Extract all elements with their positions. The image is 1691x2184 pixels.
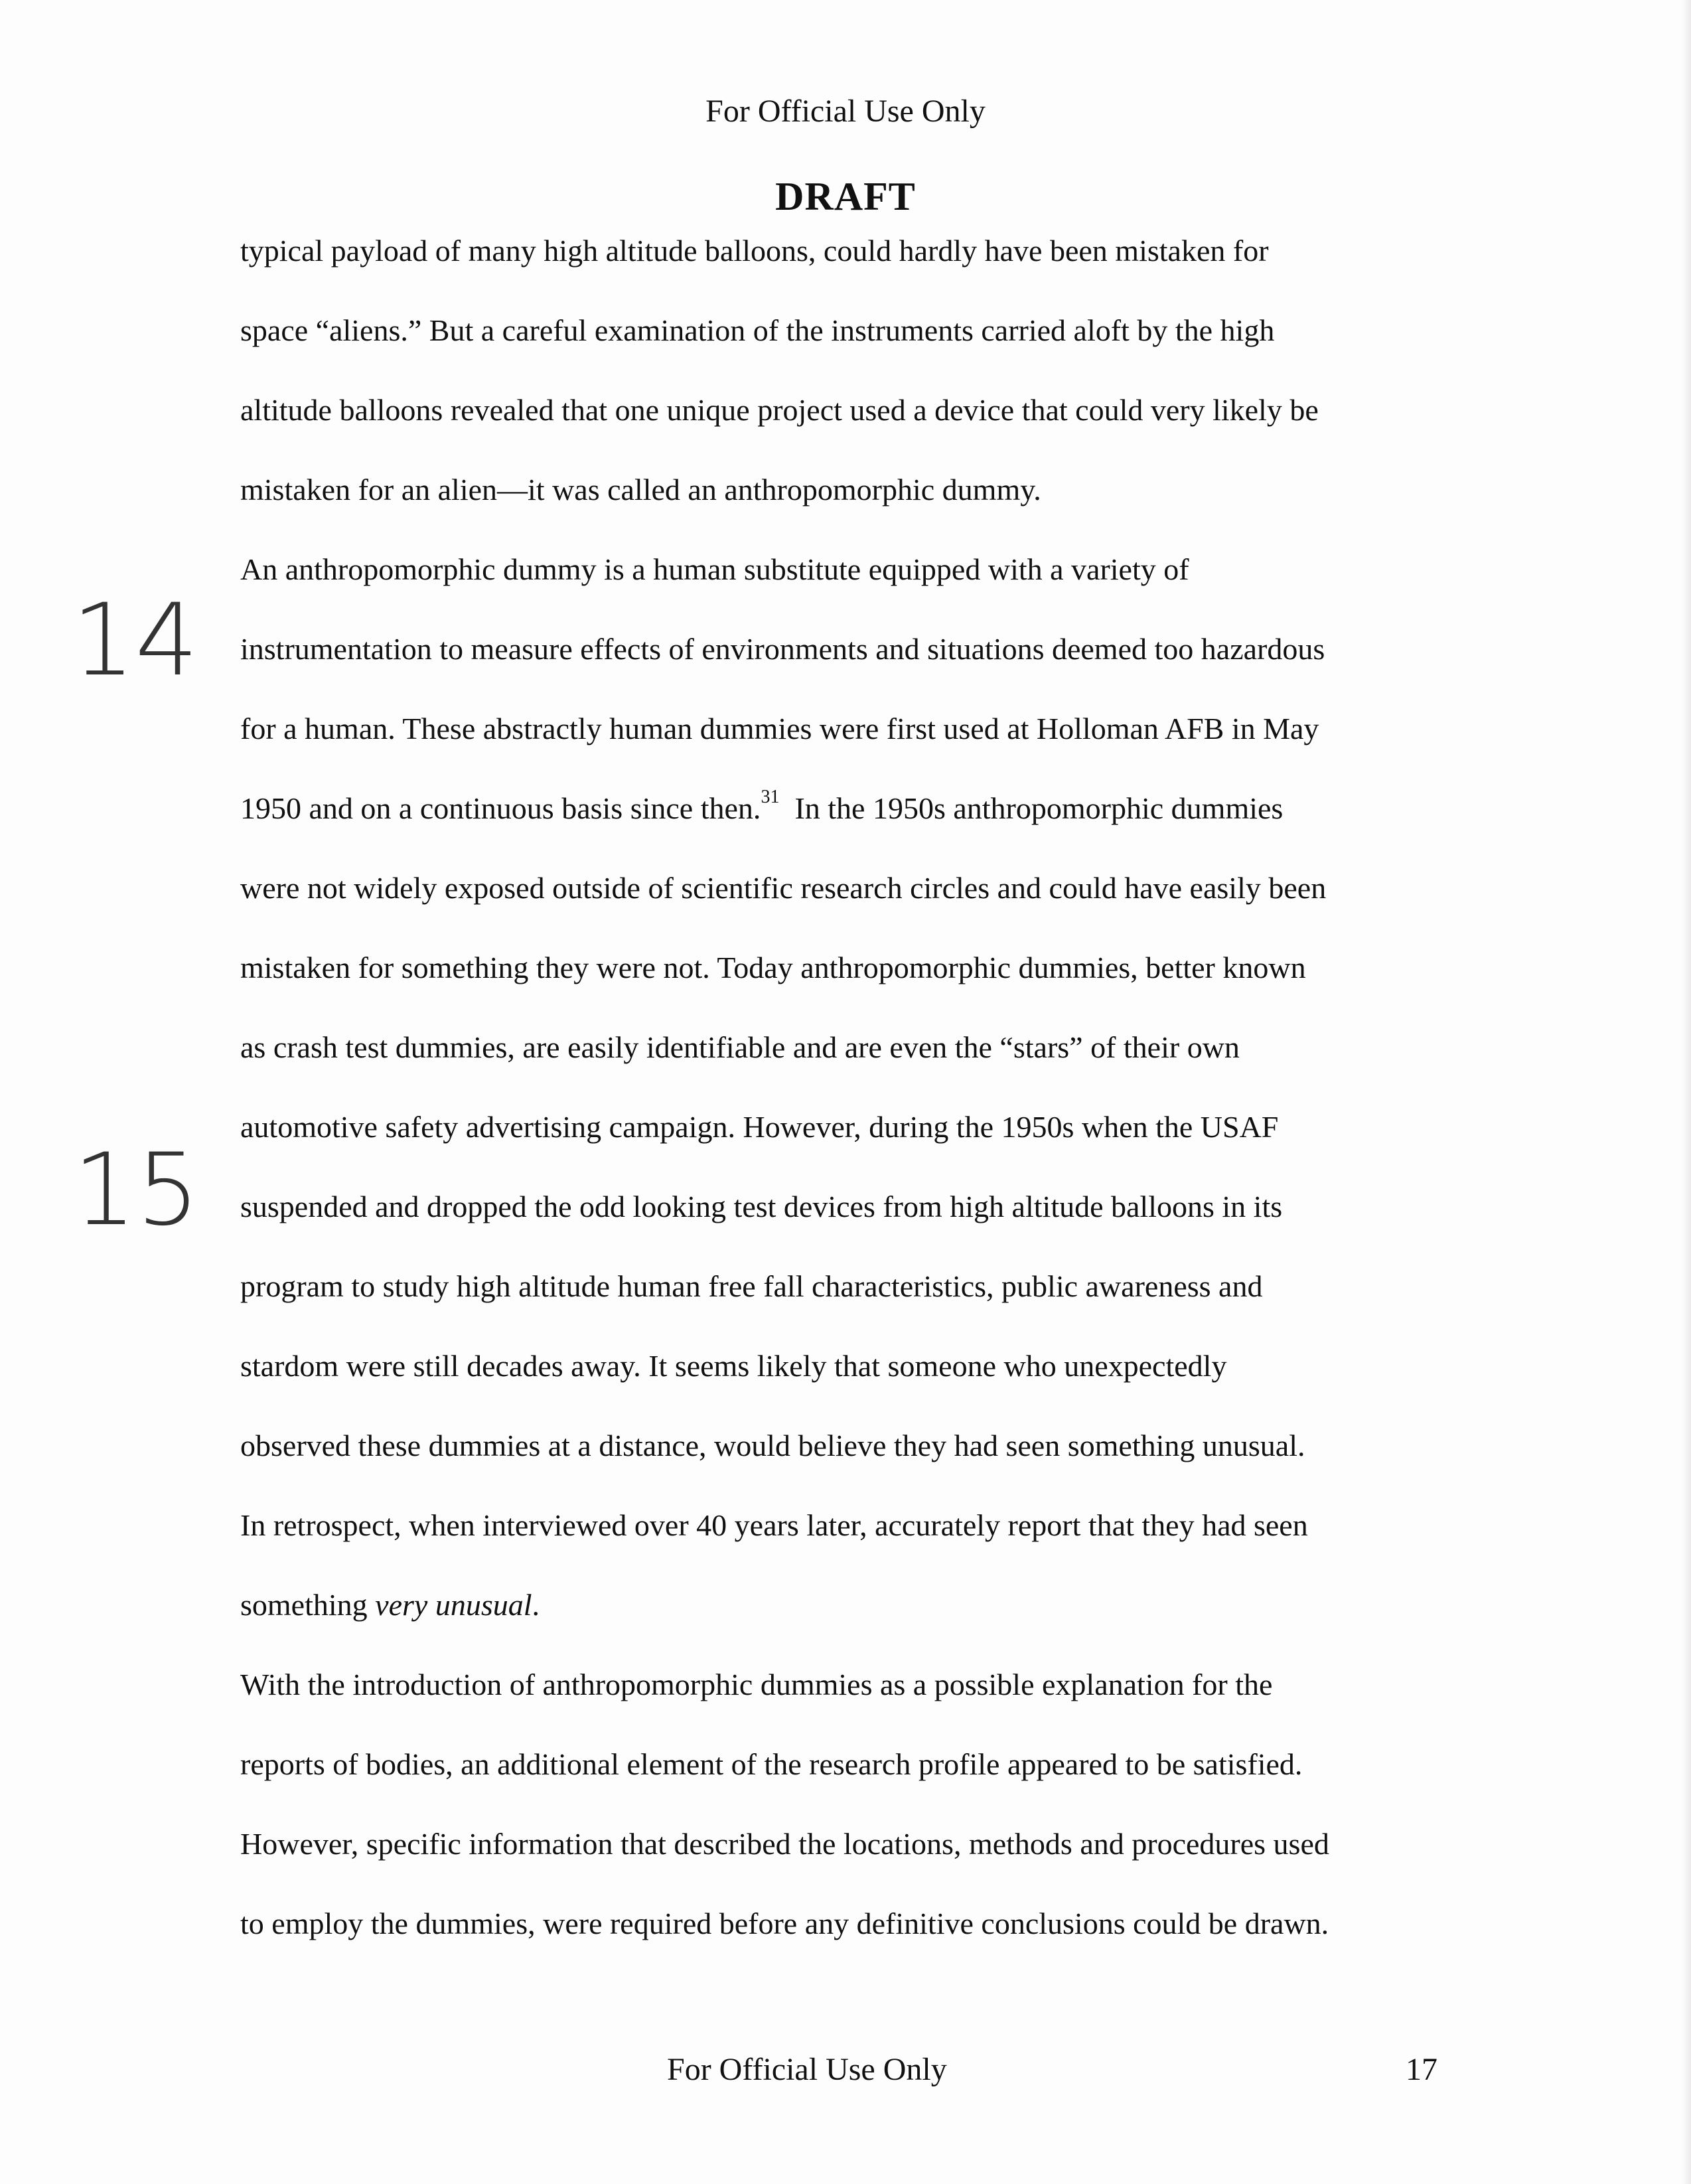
page-number: 17 [1406, 2052, 1437, 2087]
text-line-end: In the 1950s anthropomorphic dummies [779, 791, 1284, 825]
text-line: However, specific information that described the locations, methods and procedures used [240, 1827, 1329, 1861]
text-line-start: something [240, 1588, 376, 1622]
text-line-end: . [532, 1588, 540, 1622]
draft-heading: DRAFT [775, 175, 916, 218]
text-line: An anthropomorphic dummy is a human substitute equipped with a variety of [240, 552, 1189, 586]
text-line: In retrospect, when interviewed over 40 years later, accurately report that they had seen [240, 1508, 1308, 1542]
text-line: to employ the dummies, were required before any definitive conclusions could be drawn. [240, 1907, 1329, 1940]
text-line [240, 1590, 540, 1620]
margin-annotation-14: 14 [72, 583, 198, 698]
text-line: program to study high altitude human free fall characteristics, public awareness and [240, 1269, 1263, 1303]
text-line: as crash test dummies, are easily identifiable and are even the “stars” of their own [240, 1030, 1240, 1064]
page-edge-shadow [1682, 0, 1691, 2184]
text-line: mistaken for something they were not. Today anthropomorphic dummies, better known [240, 951, 1306, 984]
text-line: typical payload of many high altitude balloons, could hardly have been mistaken for [240, 234, 1269, 268]
text-line-start: 1950 and on a continuous basis since then. [240, 791, 761, 825]
emphasis-text: very unusual [375, 1588, 532, 1622]
text-line: With the introduction of anthropomorphic dummies as a possible explanation for the [240, 1668, 1273, 1701]
text-line: observed these dummies at a distance, would believe they had seen something unusual. [240, 1429, 1305, 1462]
text-line: stardom were still decades away. It seems likely that someone who unexpectedly [240, 1349, 1227, 1383]
text-line: were not widely exposed outside of scientific research circles and could have easily been [240, 871, 1327, 905]
text-line: instrumentation to measure effects of environments and situations deemed too hazardous [240, 632, 1325, 666]
text-line: suspended and dropped the odd looking test devices from high altitude balloons in its [240, 1190, 1283, 1223]
text-line: reports of bodies, an additional element of the research profile appeared to be satisfied. [240, 1747, 1303, 1781]
header-classification: For Official Use Only [705, 94, 986, 129]
footnote-reference[interactable]: 31 [761, 787, 780, 807]
text-line: for a human. These abstractly human dummies were first used at Holloman AFB in May [240, 712, 1319, 745]
text-line [240, 787, 1284, 825]
margin-annotation-15: 15 [73, 1132, 200, 1248]
text-line: mistaken for an alien—it was called an anthropomorphic dummy. [240, 473, 1041, 507]
footer-classification: For Official Use Only [667, 2052, 947, 2087]
text-line: automotive safety advertising campaign. However, during the 1950s when the USAF [240, 1110, 1279, 1144]
text-line: space “aliens.” But a careful examination of the instruments carried aloft by the high [240, 313, 1275, 347]
text-line: altitude balloons revealed that one unique project used a device that could very likely be [240, 393, 1319, 427]
